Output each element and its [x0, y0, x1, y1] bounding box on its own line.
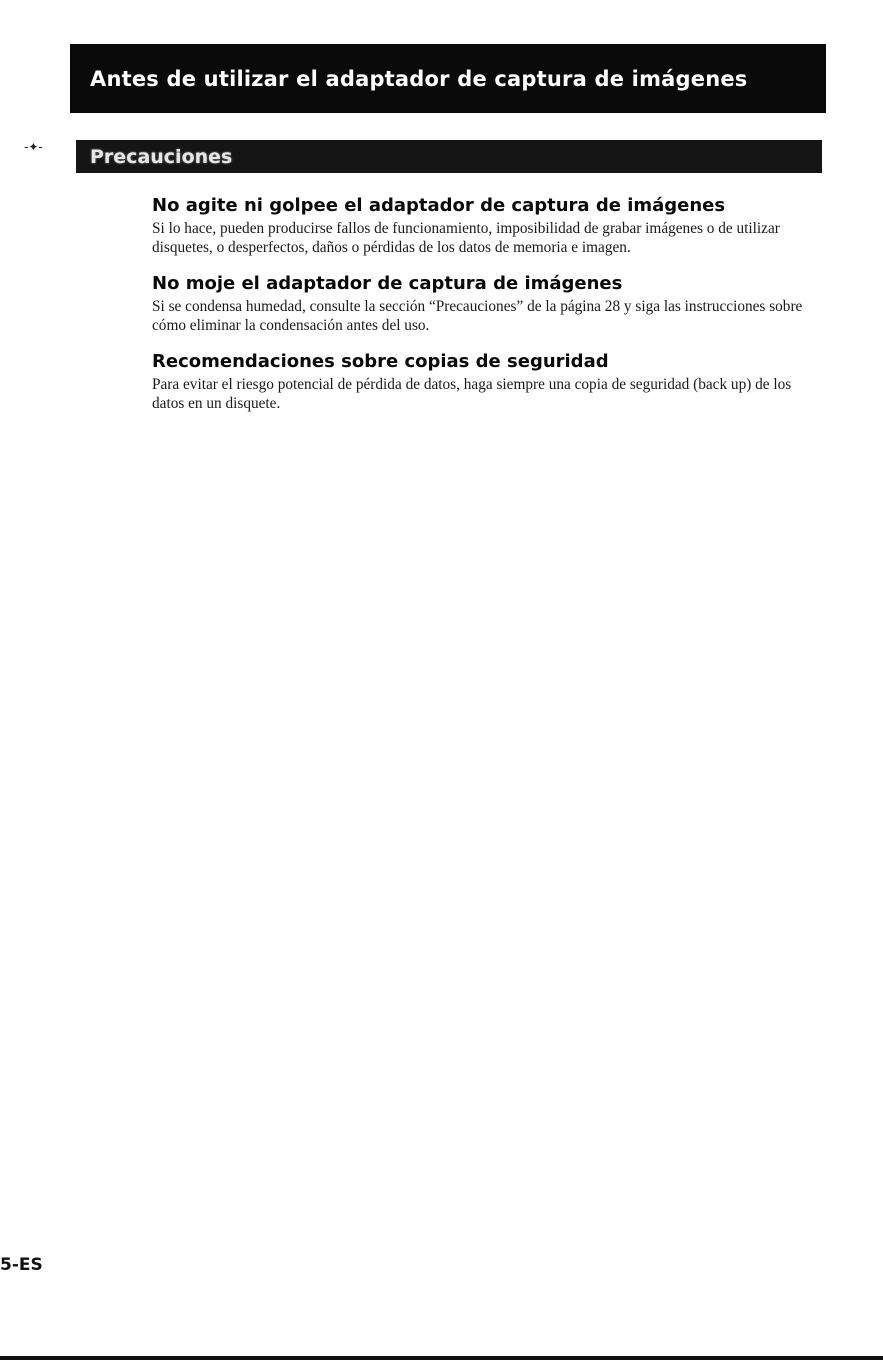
section-bar: [76, 140, 822, 173]
precaution-heading: No moje el adaptador de captura de imágenes: [152, 273, 623, 294]
page-number: 5-ES: [0, 1255, 43, 1275]
precaution-heading: Recomendaciones sobre copias de seguridad: [152, 351, 609, 372]
bottom-rule: [0, 1356, 883, 1360]
scan-mark: -✦-: [24, 140, 43, 154]
precaution-block: [152, 195, 812, 257]
precaution-body: Para evitar el riesgo potencial de pérdida de datos, haga siempre una copia de seguridad (back up) de los datos en un disquete.: [152, 376, 792, 412]
precaution-block: [152, 273, 812, 335]
content: [152, 195, 812, 413]
precaution-body: Si se condensa humedad, consulte la sección “Precauciones” de la página 28 y siga las instrucciones sobre cómo eliminar la condensación antes del uso.: [152, 298, 803, 334]
precaution-heading: No agite ni golpee el adaptador de captura de imágenes: [152, 195, 726, 216]
precaution-body: Si lo hace, pueden producirse fallos de funcionamiento, imposibilidad de grabar imágenes o de utilizar disquetes, o desperfectos, daños o pérdidas de los datos de memoria e imagen.: [152, 220, 780, 256]
chapter-title-bar: [70, 44, 826, 113]
chapter-title: Antes de utilizar el adaptador de captura de imágenes: [90, 66, 748, 91]
section-title: Precauciones: [90, 145, 233, 168]
precaution-block: [152, 351, 812, 413]
